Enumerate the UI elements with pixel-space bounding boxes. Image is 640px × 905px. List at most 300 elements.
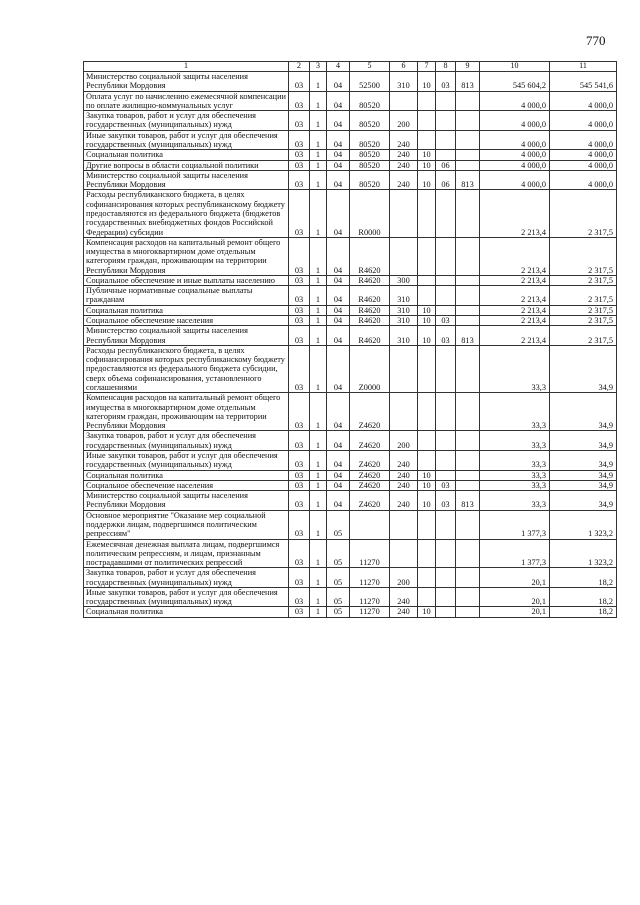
code-8-cell [436, 190, 456, 237]
code-4-cell: 04 [327, 190, 350, 237]
code-3-cell: 1 [310, 91, 327, 111]
code-7-cell [418, 286, 436, 306]
code-7-cell [418, 345, 436, 392]
code-5-cell: Z4620 [350, 491, 390, 511]
code-6-cell: 240 [390, 607, 418, 617]
code-6-cell: 200 [390, 431, 418, 451]
code-9-cell [456, 431, 480, 451]
table-row [84, 568, 617, 588]
code-7-cell: 10 [418, 480, 436, 490]
header-cell-8: 8 [436, 62, 456, 72]
code-9-cell [456, 91, 480, 111]
code-8-cell [436, 393, 456, 431]
code-5-cell: R4620 [350, 286, 390, 306]
code-9-cell: 813 [456, 72, 480, 92]
code-3-cell: 1 [310, 111, 327, 131]
amount-11-cell: 2 317,5 [550, 237, 617, 275]
code-4-cell: 04 [327, 111, 350, 131]
code-6-cell: 200 [390, 111, 418, 131]
table-row [84, 275, 617, 285]
code-5-cell: R4620 [350, 326, 390, 346]
code-8-cell: 03 [436, 480, 456, 490]
amount-10-cell: 2 213,4 [480, 286, 550, 306]
code-8-cell [436, 305, 456, 315]
code-4-cell: 04 [327, 91, 350, 111]
header-cell-6: 6 [390, 62, 418, 72]
amount-10-cell: 2 213,4 [480, 237, 550, 275]
code-8-cell: 06 [436, 160, 456, 170]
code-9-cell [456, 305, 480, 315]
code-9-cell [456, 470, 480, 480]
code-4-cell: 04 [327, 286, 350, 306]
item-name-cell: Министерство социальной защиты населения Республики Мордовия [84, 170, 289, 190]
table-row [84, 393, 617, 431]
code-8-cell: 03 [436, 72, 456, 92]
code-4-cell: 05 [327, 607, 350, 617]
code-7-cell [418, 587, 436, 607]
code-8-cell [436, 539, 456, 568]
code-6-cell: 310 [390, 316, 418, 326]
code-9-cell: 813 [456, 491, 480, 511]
code-3-cell: 1 [310, 587, 327, 607]
amount-11-cell: 2 317,5 [550, 190, 617, 237]
code-4-cell: 04 [327, 345, 350, 392]
code-2-cell: 03 [289, 607, 310, 617]
table-row [84, 470, 617, 480]
table-row [84, 607, 617, 617]
item-name-cell: Иные закупки товаров, работ и услуг для обеспечения государственных (муниципальных) нужд [84, 450, 289, 470]
code-6-cell: 310 [390, 305, 418, 315]
code-3-cell: 1 [310, 170, 327, 190]
code-6-cell: 240 [390, 491, 418, 511]
code-6-cell [390, 539, 418, 568]
header-cell-11: 11 [550, 62, 617, 72]
item-name-cell: Закупка товаров, работ и услуг для обеспечения государственных (муниципальных) нужд [84, 111, 289, 131]
amount-11-cell: 2 317,5 [550, 316, 617, 326]
code-4-cell: 04 [327, 305, 350, 315]
code-6-cell: 310 [390, 326, 418, 346]
table-row [84, 190, 617, 237]
amount-10-cell: 20,1 [480, 568, 550, 588]
code-9-cell [456, 160, 480, 170]
amount-11-cell: 2 317,5 [550, 286, 617, 306]
code-5-cell [350, 510, 390, 539]
code-4-cell: 04 [327, 393, 350, 431]
header-cell-4: 4 [327, 62, 350, 72]
code-2-cell: 03 [289, 587, 310, 607]
code-5-cell: Z4620 [350, 393, 390, 431]
code-4-cell: 04 [327, 431, 350, 451]
item-name-cell: Социальная политика [84, 607, 289, 617]
code-7-cell [418, 111, 436, 131]
code-7-cell [418, 190, 436, 237]
item-name-cell: Социальная политика [84, 150, 289, 160]
code-6-cell: 240 [390, 587, 418, 607]
code-7-cell [418, 130, 436, 150]
code-8-cell [436, 450, 456, 470]
code-3-cell: 1 [310, 510, 327, 539]
item-name-cell: Компенсация расходов на капитальный ремонт общего имущества в многоквартирном доме отдельным категориям граждан, проживающим на территории Республики Мордовия [84, 237, 289, 275]
code-8-cell [436, 130, 456, 150]
code-2-cell: 03 [289, 431, 310, 451]
code-9-cell [456, 316, 480, 326]
amount-11-cell: 34,9 [550, 345, 617, 392]
amount-10-cell: 2 213,4 [480, 190, 550, 237]
code-8-cell [436, 275, 456, 285]
code-9-cell [456, 150, 480, 160]
code-5-cell: Z4620 [350, 450, 390, 470]
amount-11-cell: 18,2 [550, 587, 617, 607]
table-row [84, 160, 617, 170]
code-3-cell: 1 [310, 568, 327, 588]
item-name-cell: Другие вопросы в области социальной политики [84, 160, 289, 170]
code-5-cell: 80520 [350, 160, 390, 170]
code-7-cell: 10 [418, 491, 436, 511]
code-3-cell: 1 [310, 450, 327, 470]
code-4-cell: 04 [327, 275, 350, 285]
code-6-cell: 310 [390, 72, 418, 92]
code-2-cell: 03 [289, 450, 310, 470]
code-2-cell: 03 [289, 326, 310, 346]
table-row [84, 170, 617, 190]
code-5-cell: 80520 [350, 111, 390, 131]
amount-10-cell: 33,3 [480, 450, 550, 470]
amount-11-cell: 34,9 [550, 393, 617, 431]
code-4-cell: 05 [327, 510, 350, 539]
code-3-cell: 1 [310, 286, 327, 306]
amount-10-cell: 545 604,2 [480, 72, 550, 92]
table-row [84, 286, 617, 306]
table-row [84, 91, 617, 111]
table-row [84, 345, 617, 392]
code-6-cell: 240 [390, 160, 418, 170]
amount-11-cell: 34,9 [550, 470, 617, 480]
code-9-cell [456, 450, 480, 470]
code-5-cell: 80520 [350, 170, 390, 190]
code-6-cell: 300 [390, 275, 418, 285]
amount-10-cell: 4 000,0 [480, 130, 550, 150]
code-9-cell [456, 345, 480, 392]
amount-11-cell: 4 000,0 [550, 160, 617, 170]
code-2-cell: 03 [289, 111, 310, 131]
table-row [84, 316, 617, 326]
code-4-cell: 04 [327, 491, 350, 511]
code-5-cell: 11270 [350, 607, 390, 617]
code-6-cell: 240 [390, 480, 418, 490]
code-8-cell: 03 [436, 326, 456, 346]
code-4-cell: 04 [327, 160, 350, 170]
code-3-cell: 1 [310, 431, 327, 451]
code-8-cell [436, 150, 456, 160]
code-6-cell: 310 [390, 286, 418, 306]
item-name-cell: Расходы республиканского бюджета, в целях софинансирования которых республиканскому бюджету предоставляются из федерального бюджета (бюджетов государственных внебюджетных фондов Российской Федерации) субсидии [84, 190, 289, 237]
item-name-cell: Социальное обеспечение и иные выплаты населению [84, 275, 289, 285]
code-2-cell: 03 [289, 237, 310, 275]
amount-10-cell: 4 000,0 [480, 160, 550, 170]
code-7-cell [418, 568, 436, 588]
budget-table [83, 61, 617, 618]
amount-10-cell: 33,3 [480, 393, 550, 431]
code-3-cell: 1 [310, 539, 327, 568]
amount-10-cell: 1 377,3 [480, 510, 550, 539]
code-6-cell [390, 345, 418, 392]
code-6-cell [390, 91, 418, 111]
table-body [84, 72, 617, 618]
code-9-cell [456, 539, 480, 568]
code-4-cell: 04 [327, 150, 350, 160]
code-6-cell: 240 [390, 170, 418, 190]
code-5-cell: 11270 [350, 587, 390, 607]
amount-10-cell: 33,3 [480, 470, 550, 480]
code-8-cell [436, 470, 456, 480]
amount-10-cell: 2 213,4 [480, 326, 550, 346]
code-9-cell [456, 607, 480, 617]
code-2-cell: 03 [289, 480, 310, 490]
table-row [84, 431, 617, 451]
code-7-cell: 10 [418, 160, 436, 170]
item-name-cell: Иные закупки товаров, работ и услуг для обеспечения государственных (муниципальных) нужд [84, 587, 289, 607]
code-6-cell: 200 [390, 568, 418, 588]
table-row [84, 150, 617, 160]
code-7-cell: 10 [418, 150, 436, 160]
item-name-cell: Публичные нормативные социальные выплаты гражданам [84, 286, 289, 306]
code-9-cell [456, 111, 480, 131]
code-3-cell: 1 [310, 393, 327, 431]
amount-10-cell: 2 213,4 [480, 275, 550, 285]
amount-11-cell: 2 317,5 [550, 305, 617, 315]
code-7-cell: 10 [418, 170, 436, 190]
header-cell-7: 7 [418, 62, 436, 72]
code-4-cell: 04 [327, 470, 350, 480]
code-5-cell: Z4620 [350, 431, 390, 451]
header-row [84, 62, 617, 72]
amount-11-cell: 4 000,0 [550, 150, 617, 160]
code-3-cell: 1 [310, 150, 327, 160]
code-7-cell [418, 510, 436, 539]
code-6-cell [390, 190, 418, 237]
item-name-cell: Закупка товаров, работ и услуг для обеспечения государственных (муниципальных) нужд [84, 431, 289, 451]
code-3-cell: 1 [310, 326, 327, 346]
amount-10-cell: 4 000,0 [480, 150, 550, 160]
table-row [84, 510, 617, 539]
item-name-cell: Компенсация расходов на капитальный ремонт общего имущества в многоквартирном доме отдельным категориям граждан, проживающим на территории Республики Мордовия [84, 393, 289, 431]
amount-11-cell: 4 000,0 [550, 130, 617, 150]
code-5-cell: 52500 [350, 72, 390, 92]
header-cell-10: 10 [480, 62, 550, 72]
amount-11-cell: 4 000,0 [550, 170, 617, 190]
amount-10-cell: 1 377,3 [480, 539, 550, 568]
code-8-cell: 03 [436, 491, 456, 511]
code-2-cell: 03 [289, 568, 310, 588]
code-6-cell: 240 [390, 450, 418, 470]
code-9-cell [456, 190, 480, 237]
code-2-cell: 03 [289, 160, 310, 170]
item-name-cell: Министерство социальной защиты населения Республики Мордовия [84, 326, 289, 346]
item-name-cell: Социальная политика [84, 470, 289, 480]
header-cell-3: 3 [310, 62, 327, 72]
header-cell-1: 1 [84, 62, 289, 72]
code-3-cell: 1 [310, 607, 327, 617]
code-5-cell: 11270 [350, 568, 390, 588]
code-9-cell [456, 587, 480, 607]
code-4-cell: 04 [327, 237, 350, 275]
code-8-cell [436, 237, 456, 275]
code-3-cell: 1 [310, 305, 327, 315]
code-2-cell: 03 [289, 275, 310, 285]
item-name-cell: Ежемесячная денежная выплата лицам, подвергшимся политическим репрессиям, и лицам, признанным пострадавшими от политических репрессий [84, 539, 289, 568]
code-5-cell: Z0000 [350, 345, 390, 392]
code-4-cell: 04 [327, 316, 350, 326]
code-7-cell [418, 431, 436, 451]
amount-11-cell: 545 541,6 [550, 72, 617, 92]
item-name-cell: Иные закупки товаров, работ и услуг для обеспечения государственных (муниципальных) нужд [84, 130, 289, 150]
code-2-cell: 03 [289, 316, 310, 326]
code-5-cell: 11270 [350, 539, 390, 568]
header-cell-5: 5 [350, 62, 390, 72]
code-7-cell [418, 91, 436, 111]
code-8-cell [436, 431, 456, 451]
item-name-cell: Социальная политика [84, 305, 289, 315]
amount-10-cell: 20,1 [480, 607, 550, 617]
code-3-cell: 1 [310, 72, 327, 92]
code-5-cell: R4620 [350, 316, 390, 326]
code-4-cell: 04 [327, 450, 350, 470]
item-name-cell: Закупка товаров, работ и услуг для обеспечения государственных (муниципальных) нужд [84, 568, 289, 588]
item-name-cell: Расходы республиканского бюджета, в целях софинансирования которых республиканскому бюджету предоставляются из федерального бюджета субсидии, сверх объема софинансирования, установленного соглашениями [84, 345, 289, 392]
item-name-cell: Министерство социальной защиты населения Республики Мордовия [84, 491, 289, 511]
code-4-cell: 04 [327, 130, 350, 150]
code-3-cell: 1 [310, 470, 327, 480]
code-2-cell: 03 [289, 491, 310, 511]
code-2-cell: 03 [289, 470, 310, 480]
code-2-cell: 03 [289, 393, 310, 431]
code-2-cell: 03 [289, 190, 310, 237]
header-cell-9: 9 [456, 62, 480, 72]
code-9-cell: 813 [456, 170, 480, 190]
amount-11-cell: 1 323,2 [550, 510, 617, 539]
code-3-cell: 1 [310, 491, 327, 511]
code-5-cell: 80520 [350, 130, 390, 150]
amount-10-cell: 33,3 [480, 491, 550, 511]
amount-11-cell: 34,9 [550, 491, 617, 511]
code-3-cell: 1 [310, 190, 327, 237]
code-9-cell [456, 480, 480, 490]
table-row [84, 491, 617, 511]
code-5-cell: 80520 [350, 150, 390, 160]
code-7-cell: 10 [418, 72, 436, 92]
page-number: 770 [586, 33, 606, 48]
code-7-cell: 10 [418, 470, 436, 480]
table-row [84, 305, 617, 315]
code-8-cell: 03 [436, 316, 456, 326]
code-2-cell: 03 [289, 170, 310, 190]
code-9-cell: 813 [456, 326, 480, 346]
code-7-cell [418, 275, 436, 285]
item-name-cell: Социальное обеспечение населения [84, 480, 289, 490]
code-7-cell [418, 393, 436, 431]
code-4-cell: 04 [327, 326, 350, 346]
table-row [84, 587, 617, 607]
code-3-cell: 1 [310, 160, 327, 170]
header-cell-2: 2 [289, 62, 310, 72]
code-9-cell [456, 393, 480, 431]
code-9-cell [456, 237, 480, 275]
amount-10-cell: 4 000,0 [480, 170, 550, 190]
code-8-cell [436, 286, 456, 306]
item-name-cell: Министерство социальной защиты населения Республики Мордовия [84, 72, 289, 92]
code-4-cell: 04 [327, 170, 350, 190]
code-5-cell: R0000 [350, 190, 390, 237]
code-5-cell: R4620 [350, 275, 390, 285]
code-7-cell [418, 237, 436, 275]
code-7-cell: 10 [418, 326, 436, 346]
code-5-cell: R4620 [350, 305, 390, 315]
code-5-cell: Z4620 [350, 480, 390, 490]
code-2-cell: 03 [289, 130, 310, 150]
code-8-cell [436, 587, 456, 607]
code-4-cell: 05 [327, 587, 350, 607]
amount-10-cell: 2 213,4 [480, 305, 550, 315]
table-row [84, 111, 617, 131]
code-3-cell: 1 [310, 275, 327, 285]
code-7-cell [418, 450, 436, 470]
table-row [84, 450, 617, 470]
table-row [84, 539, 617, 568]
amount-11-cell: 18,2 [550, 568, 617, 588]
code-6-cell [390, 393, 418, 431]
amount-11-cell: 4 000,0 [550, 91, 617, 111]
code-6-cell [390, 237, 418, 275]
amount-11-cell: 34,9 [550, 431, 617, 451]
amount-11-cell: 34,9 [550, 450, 617, 470]
amount-10-cell: 33,3 [480, 431, 550, 451]
code-3-cell: 1 [310, 316, 327, 326]
item-name-cell: Основное мероприятие "Оказание мер социальной поддержки лицам, подвергшимся политическим репрессиям" [84, 510, 289, 539]
code-2-cell: 03 [289, 286, 310, 306]
code-2-cell: 03 [289, 510, 310, 539]
code-7-cell: 10 [418, 316, 436, 326]
code-5-cell: Z4620 [350, 470, 390, 480]
amount-11-cell: 2 317,5 [550, 326, 617, 346]
code-2-cell: 03 [289, 345, 310, 392]
code-2-cell: 03 [289, 539, 310, 568]
code-4-cell: 04 [327, 72, 350, 92]
code-6-cell: 240 [390, 470, 418, 480]
code-9-cell [456, 130, 480, 150]
code-6-cell [390, 510, 418, 539]
code-3-cell: 1 [310, 345, 327, 392]
amount-10-cell: 2 213,4 [480, 316, 550, 326]
code-2-cell: 03 [289, 91, 310, 111]
code-6-cell: 240 [390, 130, 418, 150]
table-row [84, 130, 617, 150]
code-9-cell [456, 510, 480, 539]
amount-11-cell: 18,2 [550, 607, 617, 617]
code-3-cell: 1 [310, 480, 327, 490]
table-row [84, 237, 617, 275]
amount-10-cell: 33,3 [480, 345, 550, 392]
code-9-cell [456, 568, 480, 588]
code-5-cell: R4620 [350, 237, 390, 275]
code-8-cell [436, 111, 456, 131]
amount-10-cell: 33,3 [480, 480, 550, 490]
code-6-cell: 240 [390, 150, 418, 160]
table-row [84, 326, 617, 346]
amount-10-cell: 4 000,0 [480, 111, 550, 131]
code-8-cell: 06 [436, 170, 456, 190]
code-2-cell: 03 [289, 150, 310, 160]
code-2-cell: 03 [289, 305, 310, 315]
